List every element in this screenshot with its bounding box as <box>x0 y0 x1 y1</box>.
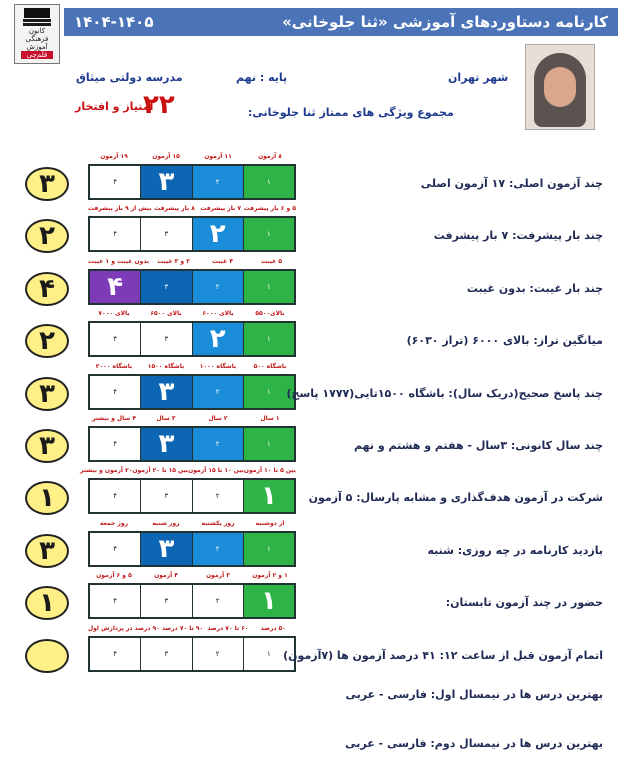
level-labels <box>88 520 296 529</box>
level-cell: ۲ <box>192 533 243 565</box>
level-cell: ۳ <box>140 218 191 250</box>
student-school: مدرسه دولتی میثاق <box>76 71 183 84</box>
logo-line: فرهنگی <box>25 35 49 43</box>
level-cells <box>88 636 296 672</box>
question-text: چند سال کانونی: ۳سال - هفتم و هشتم و نهم <box>353 439 603 452</box>
level-cell: ۳ <box>140 480 191 512</box>
level-labels <box>88 153 296 162</box>
level-label: ۲ سال <box>208 415 228 422</box>
level-label: ۲۰ آزمون و بیشتر <box>79 467 133 474</box>
level-label: ۳ سال <box>156 415 176 422</box>
level-cell: ۲ <box>192 271 243 303</box>
question-text: چند پاسخ صحیح(دریک سال): باشگاه ۱۵۰۰تایی(۱۷۷۷ پاسخ) <box>286 387 603 400</box>
question-text: اتمام آزمون قبل از ساعت ۱۲: ۴۱ درصد آزمون ها (۷آزمون) <box>283 649 603 662</box>
level-label: ۴ سال و بیشتر <box>91 415 137 422</box>
level-label: ۹۰ درصد در پردازش اول <box>88 625 160 632</box>
question-text: شرکت در آزمون هدف‌گذاری و مشابه پارسال: ۵ آزمون <box>308 491 603 504</box>
level-label: ۱۱ آزمون <box>204 153 232 160</box>
level-label: بدون غیبت و ۱ غیبت <box>88 258 150 265</box>
score-circle <box>25 639 69 673</box>
level-cell: ۱ <box>243 585 294 617</box>
level-cells <box>88 478 296 514</box>
level-label: باشگاه ۲۰۰۰ <box>95 363 133 370</box>
level-cell: ۱ <box>243 323 294 355</box>
level-labels <box>88 363 296 372</box>
logo-line: کانون <box>28 27 46 35</box>
score-circle: ۳ <box>25 429 69 463</box>
question-text: چند بار غیبت: بدون غیبت <box>466 282 603 295</box>
level-label: بالای ۶۵۰۰ <box>150 310 182 317</box>
level-label: بالای۵۵۰۰ <box>255 310 285 317</box>
level-cell: ۱ <box>243 271 294 303</box>
report-header <box>64 8 618 36</box>
student-grade: پایه : نهم <box>236 71 288 84</box>
total-score: ۲۲ <box>143 90 175 120</box>
question-text: میانگین تراز: بالای ۶۰۰۰ (تراز ۶۰۳۰) <box>406 334 603 347</box>
report-title: کارنامه دستاوردهای آموزشی «ثنا جلوخانی» <box>282 13 608 31</box>
level-cell: ۱ <box>243 428 294 460</box>
question-text: بازدید کارنامه در چه روزی: شنبه <box>427 544 603 557</box>
level-cell: ۲ <box>192 376 243 408</box>
academic-year: ۱۴۰۴-۱۴۰۵ <box>74 13 154 31</box>
level-cell: ۴ <box>90 585 140 617</box>
score-circle: ۲ <box>25 324 69 358</box>
score-circle: ۳ <box>25 534 69 568</box>
question-text: حضور در چند آزمون تابستان: <box>445 596 603 609</box>
question-text: چند بار پیشرفت: ۷ بار پیشرفت <box>433 229 603 242</box>
level-cell: ۳ <box>140 533 191 565</box>
level-cell: ۴ <box>90 218 140 250</box>
level-cell: ۲ <box>192 428 243 460</box>
level-cell: ۲ <box>192 218 243 250</box>
level-cells <box>88 321 296 357</box>
level-cell: ۳ <box>140 585 191 617</box>
score-circle: ۳ <box>25 167 69 201</box>
level-cell: ۱ <box>243 376 294 408</box>
level-label: ۸ آزمون <box>258 153 282 160</box>
level-cell: ۲ <box>192 585 243 617</box>
level-cell: ۴ <box>90 480 140 512</box>
score-circle: ۳ <box>25 377 69 411</box>
level-label: باشگاه ۵۰۰ <box>253 363 287 370</box>
score-circle: ۱ <box>25 481 69 515</box>
level-cells <box>88 426 296 462</box>
level-labels <box>88 310 296 319</box>
best-lessons-second-semester: بهترین درس ها در نیمسال دوم: فارسی - عربی <box>345 737 603 750</box>
level-cell: ۴ <box>90 638 140 670</box>
level-label: بالای ۶۰۰۰ <box>202 310 234 317</box>
level-labels <box>88 205 296 214</box>
level-label: ۱۹ آزمون <box>100 153 128 160</box>
level-label: ۵ و ۶ بار پیشرفت <box>243 205 296 212</box>
level-label: ۱ سال <box>260 415 280 422</box>
level-label: ۵ و ۶ آزمون <box>96 572 132 579</box>
level-cells <box>88 374 296 410</box>
level-cell: ۳ <box>140 323 191 355</box>
level-label: باشگاه ۱۵۰۰ <box>147 363 185 370</box>
level-cell: ۴ <box>90 376 140 408</box>
level-cell: ۳ <box>140 638 191 670</box>
level-cell: ۴ <box>90 428 140 460</box>
level-cells <box>88 269 296 305</box>
level-label: ۳ آزمون <box>206 572 230 579</box>
level-cell: ۲ <box>192 480 243 512</box>
level-label: بیش از ۹ بار پیشرفت <box>88 205 152 212</box>
question-text: چند آزمون اصلی: ۱۷ آزمون اصلی <box>420 177 603 190</box>
logo-line: آموزش <box>26 43 48 51</box>
level-cells <box>88 216 296 252</box>
student-city: شهر تهران <box>448 71 509 84</box>
level-label: از دوشنبه <box>255 520 285 527</box>
level-cell: ۳ <box>140 428 191 460</box>
level-cell: ۴ <box>90 533 140 565</box>
level-label: ۴ غیبت <box>211 258 234 265</box>
level-label: بین ۱۰ تا ۱۵ آزمون <box>188 467 244 474</box>
level-label: روز یکشنبه <box>201 520 235 527</box>
logo-line: قلم‌چی <box>21 51 53 59</box>
level-label: بین ۵ تا ۱۰ آزمون <box>243 467 296 474</box>
level-labels <box>88 258 296 267</box>
level-labels <box>88 415 296 424</box>
level-cell: ۳ <box>140 271 191 303</box>
level-label: ۴ آزمون <box>154 572 178 579</box>
level-label: ۷ بار پیشرفت <box>200 205 242 212</box>
level-labels <box>88 572 296 581</box>
level-cell: ۱ <box>243 166 294 198</box>
level-label: روز جمعه <box>99 520 129 527</box>
level-cell: ۱ <box>243 533 294 565</box>
level-label: ۸ بار پیشرفت <box>154 205 195 212</box>
logo <box>14 4 60 64</box>
level-cell: ۴ <box>90 166 140 198</box>
level-label: ۵۰ درصد <box>260 625 286 632</box>
level-label: ۹۰ تا ۷۰ درصد <box>161 625 204 632</box>
level-label: ۵ غیبت <box>260 258 283 265</box>
score-circle: ۲ <box>25 219 69 253</box>
level-cell: ۳ <box>140 376 191 408</box>
level-cell: ۱ <box>243 218 294 250</box>
level-labels <box>79 467 296 476</box>
level-label: بین ۱۵ تا ۲۰ آزمون <box>132 467 189 474</box>
level-cell: ۲ <box>192 166 243 198</box>
level-label: ۱۵ آزمون <box>152 153 180 160</box>
level-cells <box>88 164 296 200</box>
features-label: مجموع ویژگی های ممتاز ثنا جلوخانی: <box>248 106 454 119</box>
score-circle: ۱ <box>25 586 69 620</box>
score-circle: ۴ <box>25 272 69 306</box>
student-photo <box>525 44 595 130</box>
level-cell: ۱ <box>243 480 294 512</box>
level-label: روز شنبه <box>152 520 180 527</box>
level-cells <box>88 531 296 567</box>
level-label: ۶۰ تا ۷۰ درصد <box>207 625 249 632</box>
level-cell: ۲ <box>192 323 243 355</box>
level-cell: ۲ <box>192 638 243 670</box>
level-cell: ۳ <box>140 166 191 198</box>
level-cell: ۱ <box>243 638 294 670</box>
best-lessons-first-semester: بهترین درس ها در نیمسال اول: فارسی - عربی <box>345 688 603 701</box>
level-cell: ۴ <box>90 271 140 303</box>
level-labels <box>88 625 296 634</box>
level-cell: ۴ <box>90 323 140 355</box>
level-cells <box>88 583 296 619</box>
level-label: بالای ۷۰۰۰ <box>98 310 130 317</box>
level-label: باشگاه ۱۰۰۰ <box>199 363 237 370</box>
score-label: امتیاز و افتخار <box>75 100 154 113</box>
level-label: ۱ و ۲ آزمون <box>252 572 288 579</box>
level-label: ۲ و ۳ غیبت <box>157 258 190 265</box>
